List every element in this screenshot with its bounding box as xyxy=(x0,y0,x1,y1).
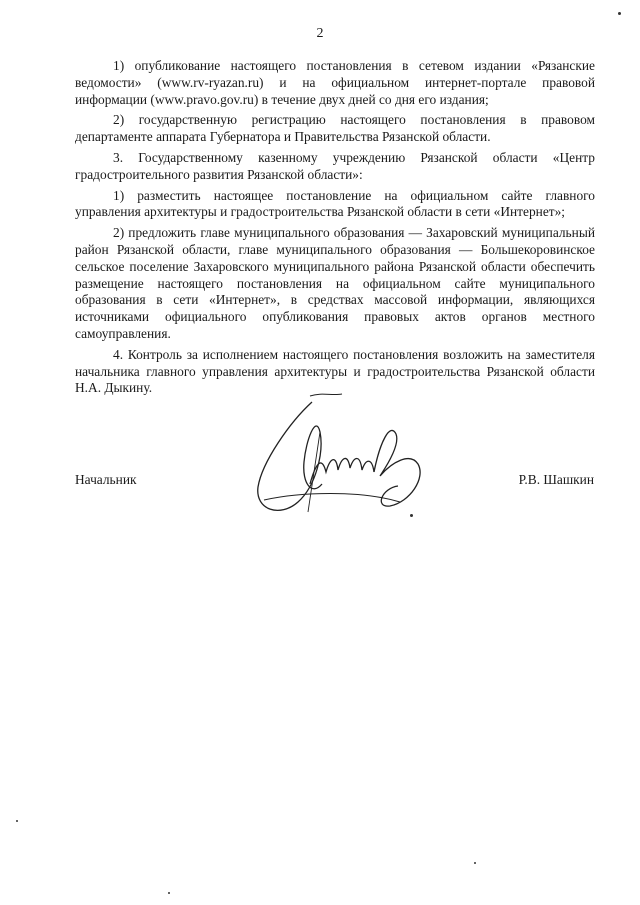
scan-speck xyxy=(474,862,476,864)
scan-speck xyxy=(618,12,621,15)
paragraph-item-3: 3. Государственному казенному учреждению Рязанской области «Центр градостроительного развития Рязанской области»: xyxy=(75,149,595,182)
scan-speck xyxy=(410,514,413,517)
paragraph-registration: 2) государственную регистрацию настоящего постановления в правовом департаменте аппарата Губернатора и Правительства Рязанской области. xyxy=(75,112,595,145)
document-body xyxy=(75,58,595,397)
scan-speck xyxy=(168,892,170,894)
paragraph-publish-site: 1) разместить настоящее постановление на официальном сайте главного управления архитектуры и градостроительства Рязанской области в сети «Интернет»; xyxy=(75,187,595,220)
paragraph-publication: 1) опубликование настоящего постановления в сетевом издании «Рязанские ведомости» (www.rv-ryazan.ru) и на официальном интернет-портале правовой информации (www.pravo.gov.ru) в течение двух дней со дня его издания; xyxy=(75,58,595,107)
paragraph-item-4-control: 4. Контроль за исполнением настоящего постановления возложить на заместителя начальника главного управления архитектуры и градостроительства Рязанской области Н.А. Дыкину. xyxy=(75,346,595,396)
scan-speck xyxy=(16,820,18,822)
signatory-name: Р.В. Шашкин xyxy=(518,472,594,487)
handwritten-signature xyxy=(250,392,440,520)
signatory-title: Начальник xyxy=(75,472,137,487)
page-number: 2 xyxy=(316,26,324,41)
paragraph-propose-heads: 2) предложить главе муниципального образования — Захаровский муниципальный район Рязанской области, главе муниципального образования — Большекоровинское сельское поселение Захаровского муниципального района Рязанской области обеспечить размещение настоящего постановления на официальном сайте муниципального образования в сети «Интернет», в средствах массовой информации, являющихся источниками официального опубликования правовых актов органов местного самоуправления. xyxy=(75,225,595,341)
